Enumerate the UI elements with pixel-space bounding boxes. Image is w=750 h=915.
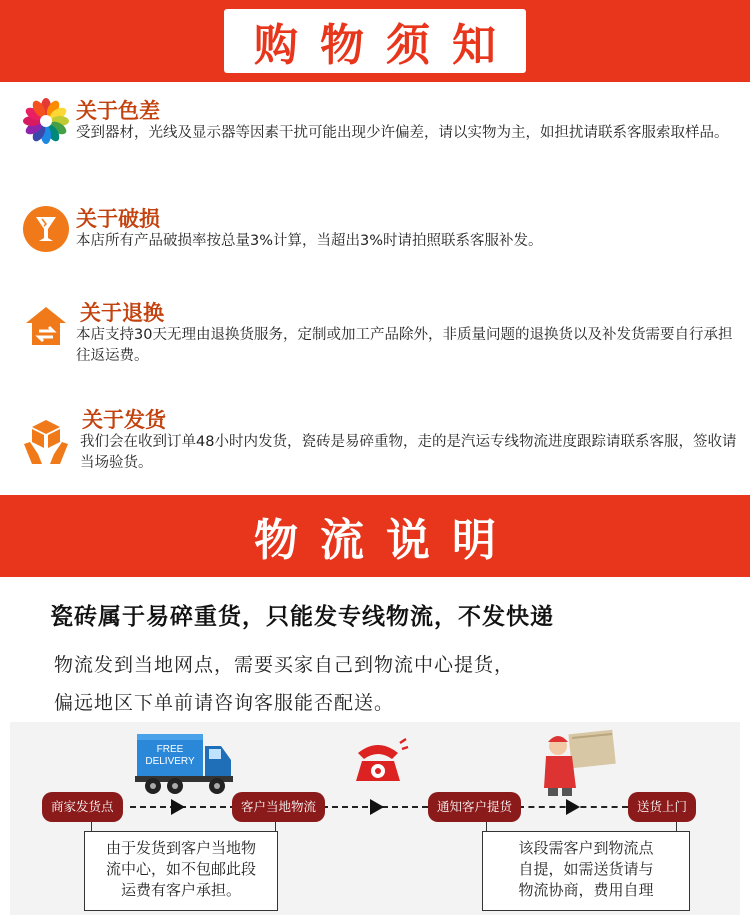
package-hands-icon [22, 418, 70, 466]
phone-icon [350, 735, 410, 785]
callout-shipping-cost [84, 831, 278, 911]
logistics-banner [0, 495, 750, 577]
banner-title-box [224, 504, 526, 568]
arrow-right-icon [171, 799, 185, 815]
courier-icon [540, 728, 620, 798]
logistics-info-line: 偏远地区下单前请咨询客服能否配送。 [54, 692, 395, 714]
callout-self-pickup [482, 831, 690, 911]
callout-line: 流中心，如不包邮此段 [105, 860, 256, 878]
notice-body: 本店支持30天无理由退换货服务，定制或加工产品除外，非质量问题的退换货以及补发货需要自行承担往返运费。 [76, 327, 733, 364]
logistics-warning: 瓷砖属于易碎重货，只能发专线物流，不发快递 [50, 604, 554, 630]
color-wheel-icon [22, 97, 70, 145]
notice-body: 我们会在收到订单48小时内发货，瓷砖是易碎重物，走的是汽运专线物流进度跟踪请联系客服，签收请当场验货。 [80, 434, 737, 471]
truck-text: FREE [156, 744, 184, 755]
callout-line: 由于发货到客户当地物 [105, 839, 256, 857]
arrow-right-icon [370, 799, 384, 815]
logistics-info-line: 物流发到当地网点，需要买家自己到物流中心提货， [54, 654, 515, 676]
arrow-right-icon [566, 799, 580, 815]
callout-line: 该段需客户到物流点 [518, 839, 654, 857]
notice-title: 关于破损 [76, 206, 160, 231]
notice-title: 关于发货 [82, 407, 166, 432]
shopping-notice-banner [0, 0, 750, 82]
delivery-truck-icon [135, 730, 235, 798]
truck-text: DELIVERY [145, 756, 195, 767]
flow-step-local-logistics: 客户当地物流 [232, 792, 325, 822]
callout-line: 自提，如需送货请与 [518, 860, 654, 878]
notice-title: 关于退换 [80, 300, 164, 325]
callout-line: 运费有客户承担。 [120, 881, 241, 899]
notice-body: 本店所有产品破损率按总量3%计算，当超出3%时请拍照联系客服补发。 [76, 233, 543, 249]
banner-title-box [224, 9, 526, 73]
notice-body: 受到器材，光线及显示器等因素干扰可能出现少许偏差，请以实物为主，如担扰请联系客服索取样品。 [76, 125, 729, 141]
broken-glass-icon [22, 205, 70, 253]
banner-title: 购物须知 [254, 20, 518, 71]
flow-step-merchant: 商家发货点 [42, 792, 123, 822]
banner-title: 物流说明 [254, 515, 518, 566]
notice-title: 关于色差 [76, 98, 160, 123]
flow-step-door-delivery: 送货上门 [628, 792, 696, 822]
house-exchange-icon [22, 301, 70, 349]
callout-line: 物流协商，费用自理 [518, 881, 654, 899]
flow-step-notify-pickup: 通知客户提货 [428, 792, 521, 822]
